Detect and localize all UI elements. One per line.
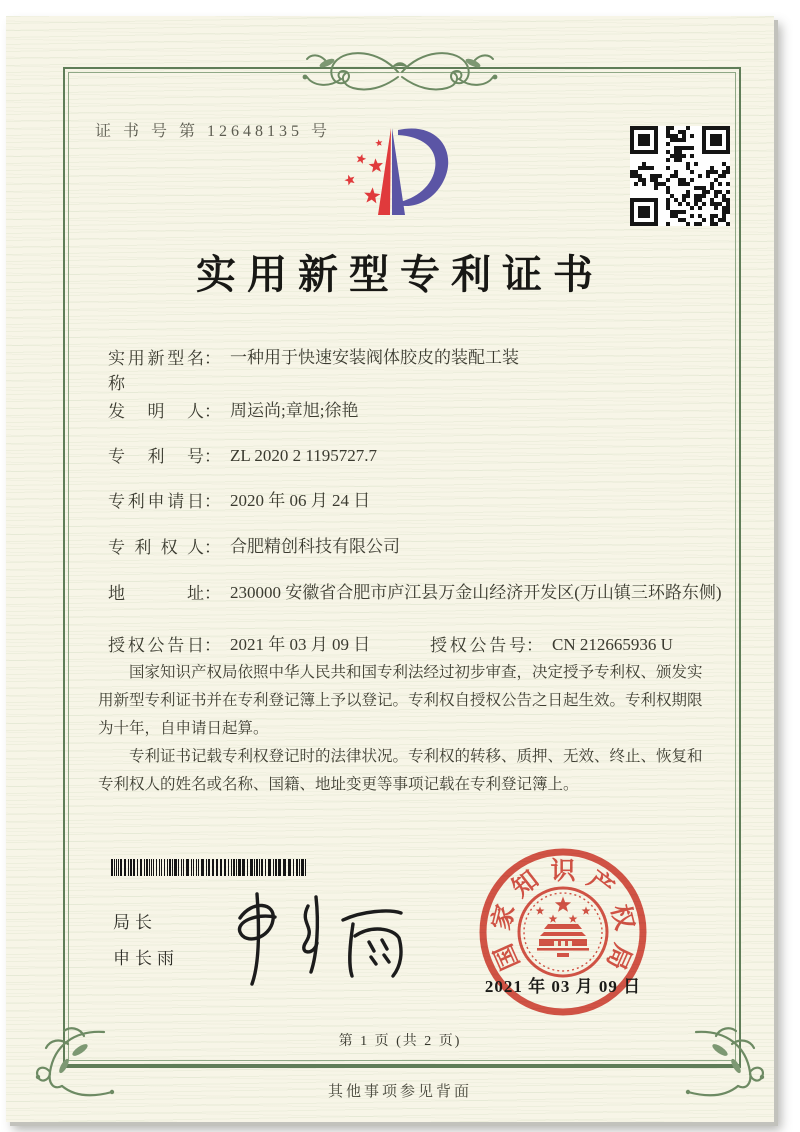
svg-text:知: 知 <box>507 865 544 903</box>
field-row-grant <box>108 631 752 658</box>
seal-date: 2021 年 03 月 09 日 <box>484 977 642 996</box>
colon: ： <box>204 492 221 511</box>
signature-handwriting <box>212 882 412 990</box>
qr-code <box>630 126 730 226</box>
field-value: 2020 年 06 月 24 日 <box>230 491 371 510</box>
colon: ： <box>526 636 543 655</box>
colon: ： <box>204 447 221 466</box>
field-label: 地址 <box>108 584 204 603</box>
back-side-note: 其他事项参见背面 <box>327 1084 472 1100</box>
legal-text <box>98 659 706 799</box>
flourish-top-icon <box>285 42 515 100</box>
colon: ： <box>204 349 221 368</box>
field-row-patentee <box>108 533 730 560</box>
legal-paragraph: 国家知识产权局依照中华人民共和国专利法经过初步审查，决定授予专利权、颁发实用新型专利证书并在专利登记簿上予以登记。专利权自授权公告之日起生效。专利权期限为十年，自申请日起算。 <box>98 664 703 737</box>
field-label: 发明人 <box>108 402 204 421</box>
cnipa-logo-icon <box>328 118 468 236</box>
svg-text:家: 家 <box>488 901 521 933</box>
field-value: 230000 安徽省合肥市庐江县万金山经济开发区(万山镇三环路东侧) <box>230 583 722 602</box>
field-label: 实用新型名称 <box>108 349 204 393</box>
page-number: 第 1 页 (共 2 页) <box>338 1034 462 1049</box>
field-label: 专利号 <box>108 447 204 466</box>
colon: ： <box>204 402 221 421</box>
field-label: 授权公告日 <box>108 636 204 655</box>
field-label: 专利申请日 <box>108 492 204 511</box>
svg-text:产: 产 <box>582 865 619 903</box>
field-row-name <box>108 344 730 394</box>
certificate-number: 证 书 号 第 12648135 号 <box>95 123 332 140</box>
signer-name: 申长雨 <box>113 949 179 968</box>
grant-date: 2021 年 03 月 09 日 <box>230 635 371 654</box>
field-row-patent-number <box>108 442 730 469</box>
field-label: 专利权人 <box>108 538 204 557</box>
legal-paragraph: 专利证书记载专利权登记时的法律状况。专利权的转移、质押、无效、终止、恢复和专利权人的姓名或名称、国籍、地址变更等事项记载在专利登记簿上。 <box>98 748 703 793</box>
field-row-address <box>108 579 730 606</box>
barcode <box>110 859 310 876</box>
official-seal <box>468 845 658 1035</box>
grant-number: CN 212665936 U <box>552 635 673 654</box>
field-value: ZL 2020 2 1195727.7 <box>230 446 378 465</box>
colon: ： <box>204 584 221 603</box>
field-row-inventor <box>108 397 730 424</box>
signer-position: 局长 <box>113 913 157 932</box>
field-row-filing-date <box>108 487 730 514</box>
field-value: 周运尚;章旭;徐艳 <box>230 401 359 420</box>
svg-text:国: 国 <box>490 939 526 974</box>
field-value: 一种用于快速安装阀体胶皮的装配工装 <box>230 348 519 367</box>
colon: ： <box>204 636 221 655</box>
svg-text:权: 权 <box>605 901 638 933</box>
field-label: 授权公告号 <box>430 636 526 655</box>
colon: ： <box>204 538 221 557</box>
svg-text:识: 识 <box>550 858 576 885</box>
field-value: 合肥精创科技有限公司 <box>230 537 400 556</box>
svg-text:局: 局 <box>600 939 636 974</box>
national-emblem-icon <box>519 888 607 976</box>
certificate-title: 实用新型专利证书 <box>196 252 604 297</box>
